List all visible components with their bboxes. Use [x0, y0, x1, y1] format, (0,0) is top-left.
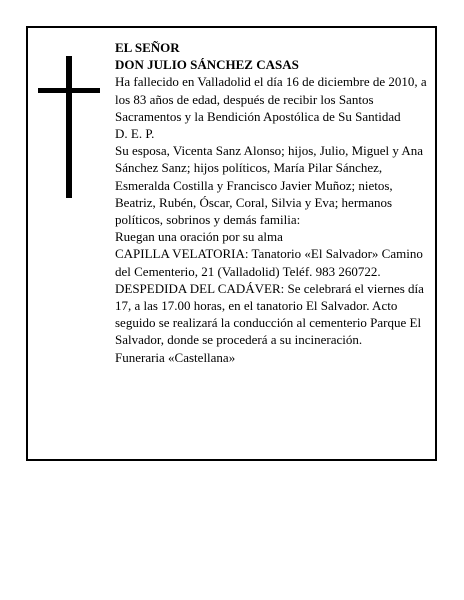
- obituary-notice: [26, 26, 437, 461]
- notice-title-line1: EL SEÑOR: [115, 40, 180, 55]
- cross-icon: [38, 56, 100, 198]
- wake-location: CAPILLA VELATORIA: Tanatorio «El Salvador» Camino del Cementerio, 21 (Valladolid) Teléf. 983 260722.: [115, 246, 423, 279]
- death-announcement: Ha fallecido en Valladolid el día 16 de diciembre de 2010, a los 83 años de edad, después de recibir los Santos Sacramentos y la Bendición Apostólica de Su Santidad: [115, 74, 427, 124]
- farewell-details: DESPEDIDA DEL CADÁVER: Se celebrará el viernes día 17, a las 17.00 horas, en el tanatorio El Salvador. Acto seguido se realizará la conducción al cementerio Parque El Salvador, donde se procederá a su incineración.: [115, 280, 424, 348]
- rip-line: D. E. P.: [115, 126, 155, 142]
- deceased-name: DON JULIO SÁNCHEZ CASAS: [115, 57, 299, 73]
- notice-text: [115, 39, 427, 366]
- cross-vertical-bar: [66, 56, 72, 198]
- cross-horizontal-bar: [38, 88, 100, 93]
- family-list: Su esposa, Vicenta Sanz Alonso; hijos, Julio, Miguel y Ana Sánchez Sanz; hijos políticos, María Pilar Sánchez, Esmeralda Costilla y Francisco Javier Muñoz; nietos, Beatriz, Rubén, Óscar, Coral, Silvia y Eva; hermanos políticos, sobrinos y demás familia:: [115, 143, 424, 228]
- prayer-request: Ruegan una oración por su alma: [115, 229, 283, 245]
- funeral-home: Funeraria «Castellana»: [115, 349, 236, 365]
